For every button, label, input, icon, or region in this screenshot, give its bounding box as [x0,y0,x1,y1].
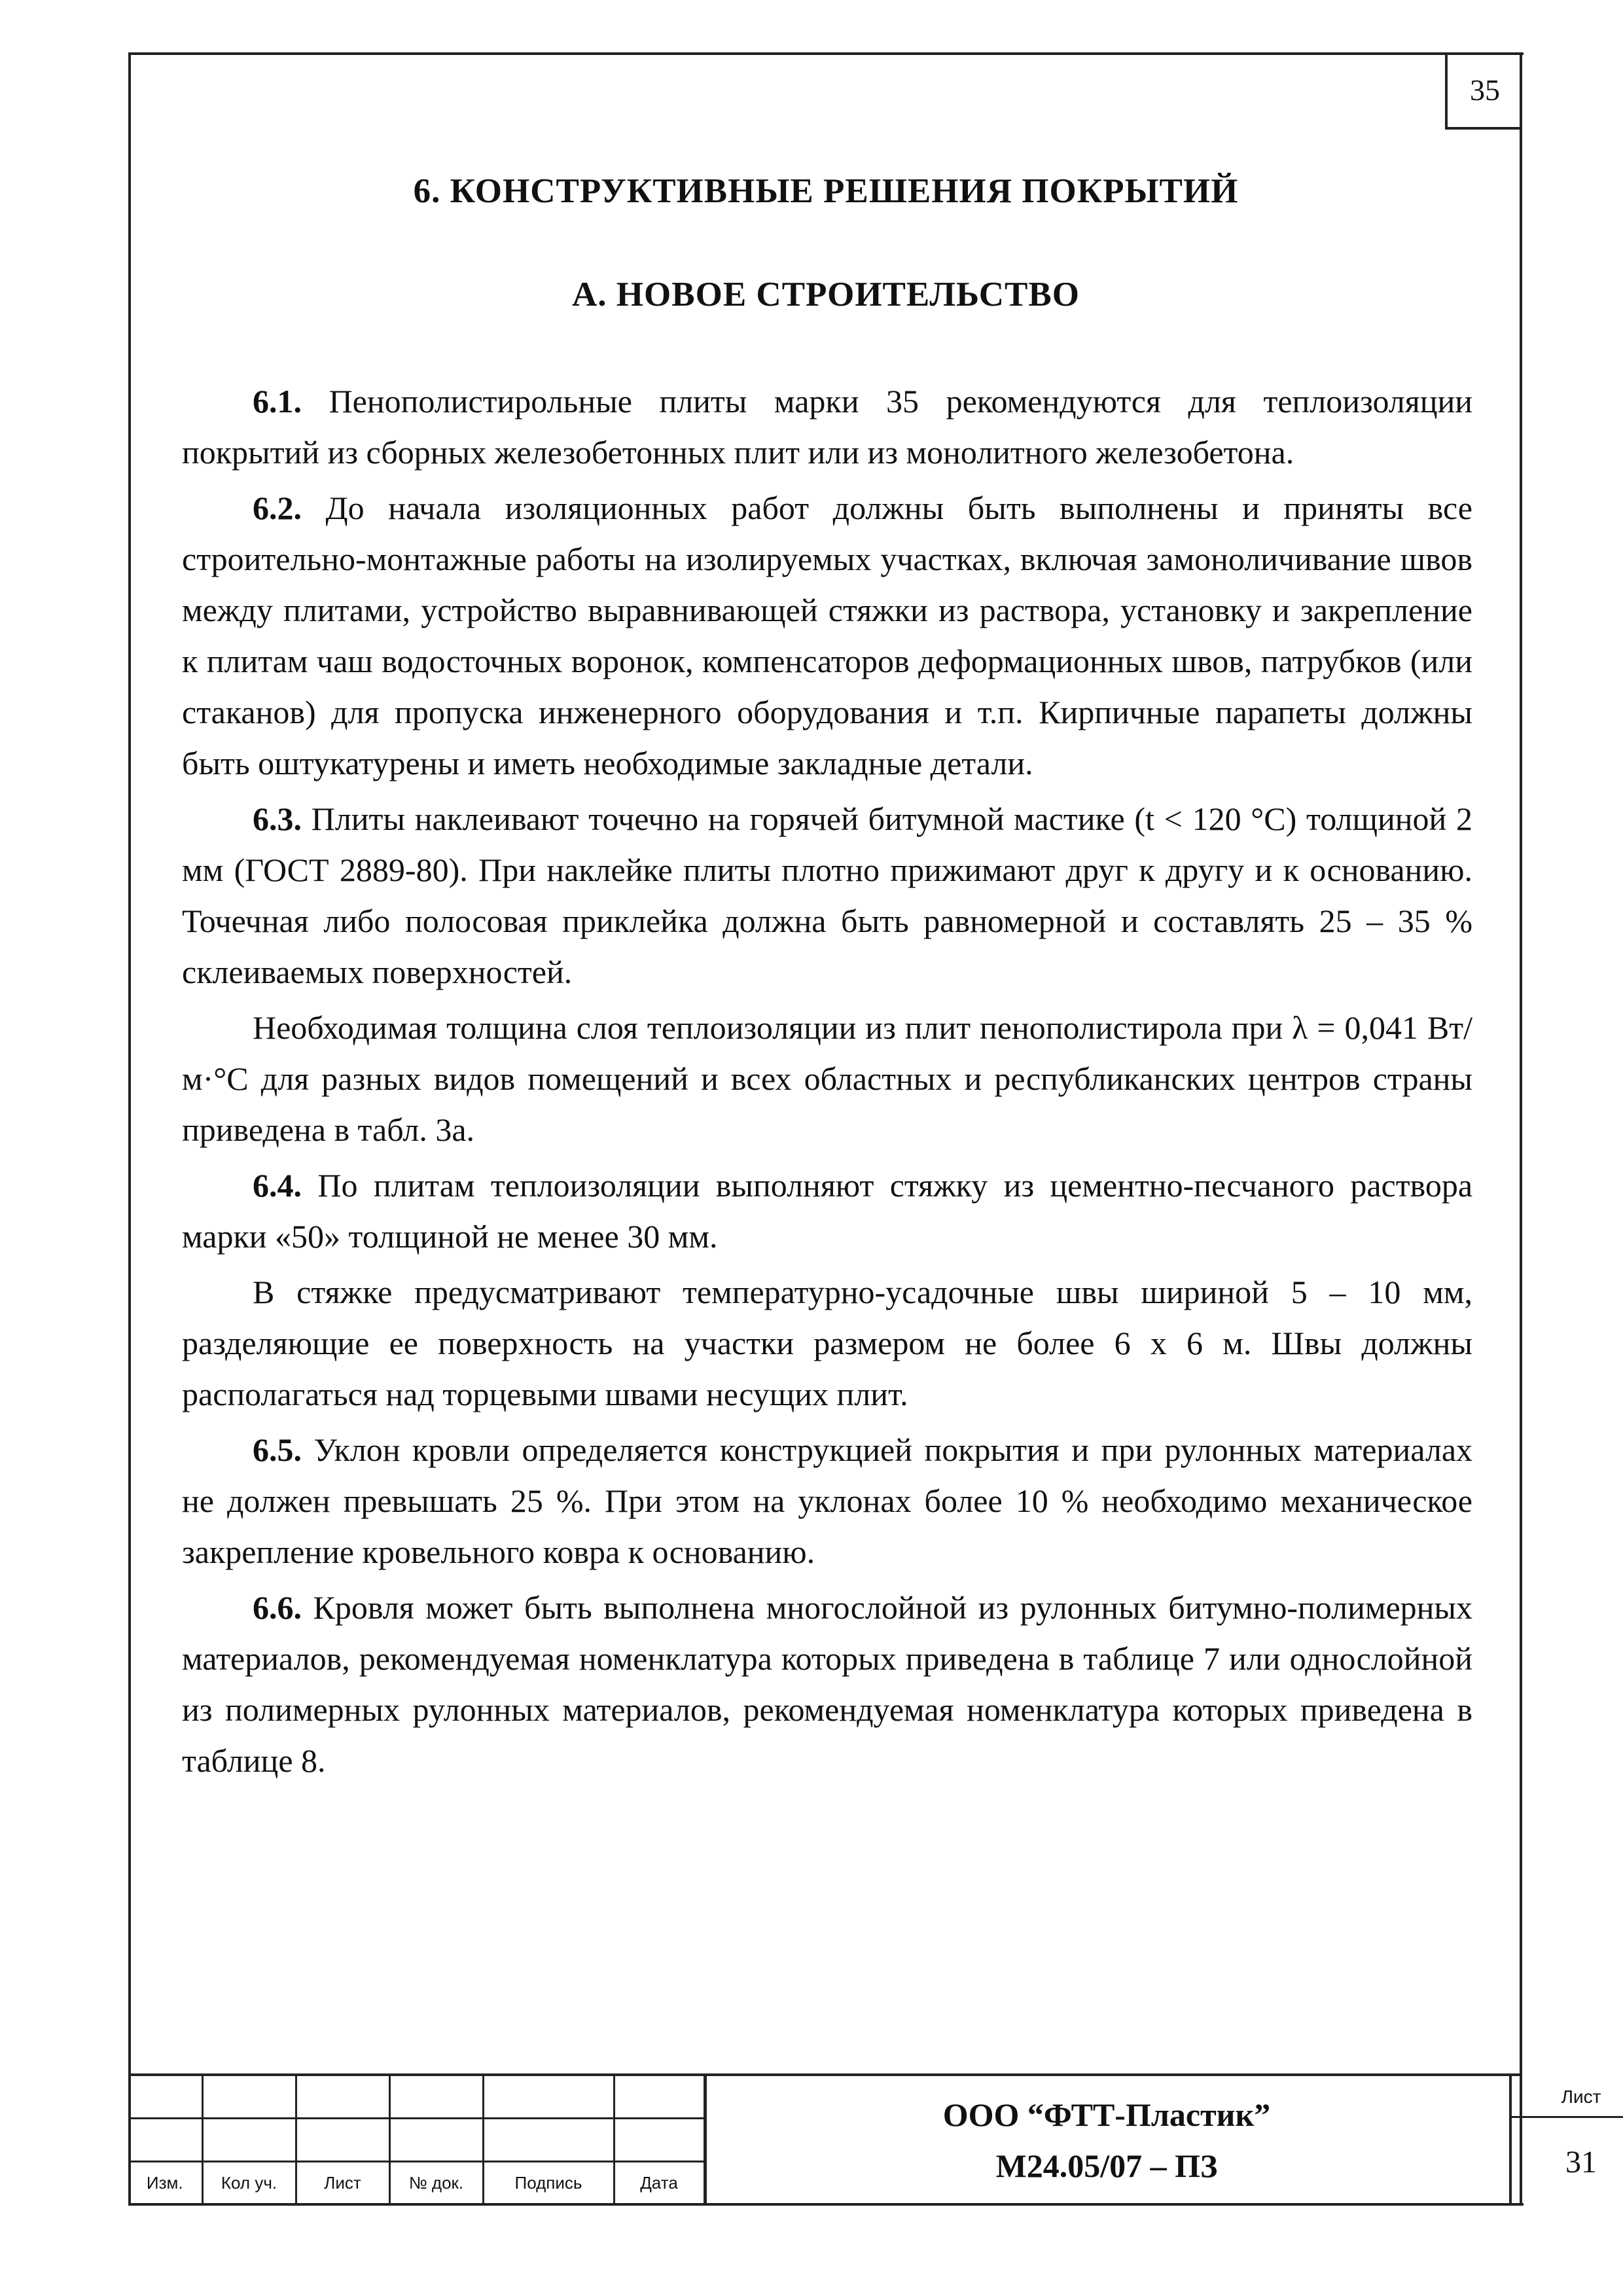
paragraph-6-3: 6.3. Плиты наклеивают точечно на горячей битумной мастике (t < 120 °С) толщиной 2 мм (ГОСТ 2889-80). При наклейке плиты плотно прижимают друг к другу и к основанию. Точечная либо полосовая приклейка должна быть равномерной и составлять 25 – 35 % склеиваемых поверхностей. [182,800,1472,990]
paragraph-6-1: 6.1. Пенополистирольные плиты марки 35 рекомендуются для теплоизоляции покрытий из сборных железобетонных плит или из монолитного железобетона. [182,383,1473,471]
col-change: Изм. [128,2161,202,2204]
paragraph-insulation-thickness: Необходимая толщина слоя теплоизоляции из плит пенополистирола при λ = 0,041 Вт/м·°С для разных видов помещений и всех областных и республиканских центров страны приведена в табл. 3а. [182,1009,1472,1148]
sheet-label: Лист [1512,2076,1623,2118]
paragraph-6-2: 6.2. До начала изоляционных работ должны быть выполнены и приняты все строительно-монтажные работы на изолируемых участках, включая замоноличивание швов между плитами, устройство выравнивающей стяжки из раствора, установку и закрепление к плитам чаш водосточных воронок, компенсаторов деформационных швов, патрубков (или стаканов) для пропуска инженерного оборудования и т.п. Кирпичные парапеты должны быть оштукатурены и иметь необходимые закладные детали. [182,490,1472,781]
paragraph-screed-joints: В стяжке предусматривают температурно-усадочные швы шириной 5 – 10 мм, разделяющие ее поверхность на участки размером не более 6 х 6 м. Швы должны располагаться над торцевыми швами несущих плит. [182,1274,1472,1412]
revision-header-row [128,2161,704,2204]
sheet-box [1509,2076,1623,2206]
sheet-number: 31 [1565,2144,1597,2179]
subsection-title: А. НОВОЕ СТРОИТЕЛЬСТВО [572,276,1080,314]
paragraph-6-4: 6.4. По плитам теплоизоляции выполняют стяжку из цементно-песчаного раствора марки «50» толщиной не менее 30 мм. [182,1167,1473,1255]
title-block [128,2073,1601,2206]
paragraph-6-5: 6.5. Уклон кровли определяется конструкцией покрытия и при рулонных материалах не должен превышать 25 %. При этом на уклонах более 10 % необходимо механическое закрепление кровельного ковра к основанию. [182,1431,1473,1570]
section-title: 6. КОНСТРУКТИВНЫЕ РЕШЕНИЯ ПОКРЫТИЙ [413,172,1239,210]
col-date: Дата [614,2161,704,2204]
company-name: ООО “ФТТ-Пластик” [942,2096,1271,2133]
paragraph-6-6: 6.6. Кровля может быть выполнена многослойной из рулонных битумно-полимерных материалов, рекомендуемая номенклатура которых приведена в таблице 7 или однослойной из полимерных рулонных материалов, рекомендуемая номенклатура которых приведена в таблице 8. [182,1589,1473,1779]
body-text [182,376,1472,1791]
revision-table [128,2076,705,2206]
page-frame-right [1520,52,1522,2206]
col-count: Кол уч. [202,2161,296,2204]
revision-row-empty [128,2076,704,2118]
revision-row-empty [128,2118,704,2161]
document-code: М24.05/07 – ПЗ [995,2147,1218,2184]
title-block-center [704,2076,1509,2206]
col-signature: Подпись [483,2161,614,2204]
corner-page-number: 35 [1445,52,1522,130]
col-doc-number: № док. [389,2161,483,2204]
col-sheet: Лист [296,2161,389,2204]
